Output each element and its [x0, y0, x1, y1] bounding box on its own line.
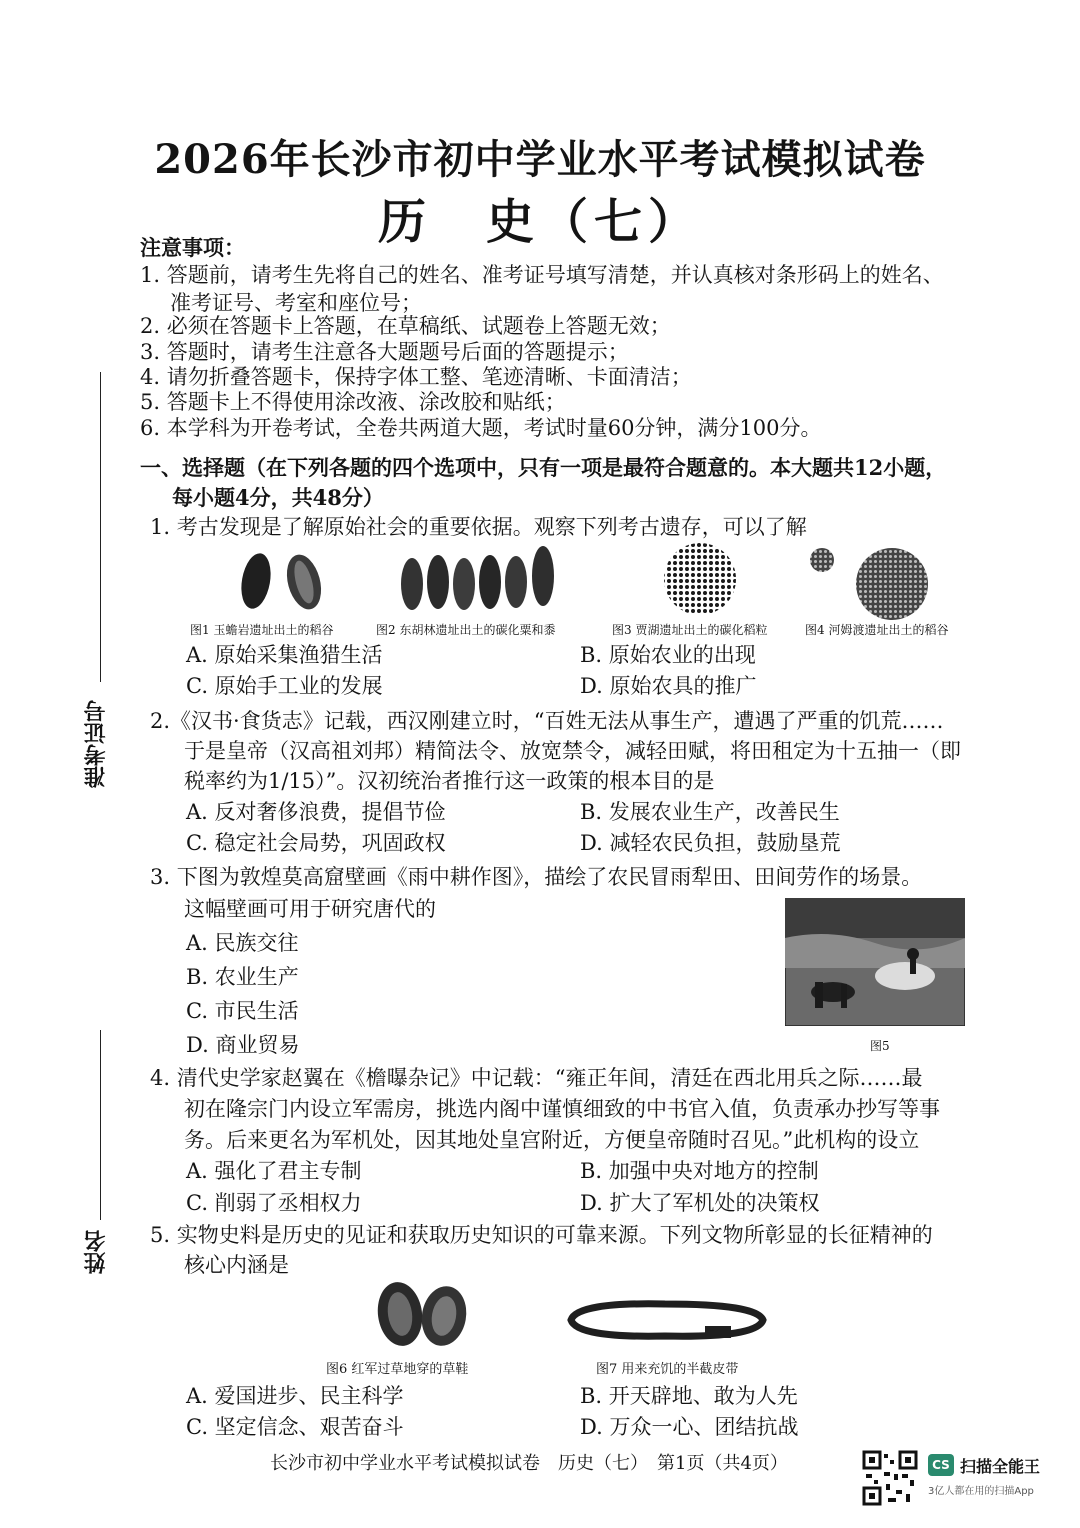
option-a: A. 强化了君主专制 [186, 1159, 362, 1183]
option-d: D. 商业贸易 [186, 1033, 300, 1057]
option-d: D. 减轻农民负担，鼓励垦荒 [580, 831, 841, 855]
page-footer: 长沙市初中学业水平考试模拟试卷 历史（七） 第1页（共4页） [270, 1453, 788, 1474]
question-stem: 初在隆宗门内设立军需房，挑选内阁中谨慎细致的中书官入值，负责承办抄写等事 [184, 1097, 940, 1121]
notice-item: 6. 本学科为开卷考试，全卷共两道大题，考试时量60分钟，满分100分。 [140, 416, 822, 440]
option-d: D. 万众一心、团结抗战 [580, 1415, 799, 1439]
question-stem: 务。后来更名为军机处，因其地处皇宫附近，方便皇帝随时召见。”此机构的设立 [184, 1128, 920, 1152]
scanner-tagline: 3亿人都在用的扫描App [928, 1486, 1034, 1497]
fig1-rice-grains [232, 546, 332, 616]
option-a: A. 原始采集渔猎生活 [186, 643, 383, 667]
question-stem: 于是皇帝（汉高祖刘邦）精简法令、放宽禁令，减轻田赋，将田租定为十五抽一（即 [184, 739, 961, 763]
notice-item: 1. 答题前，请考生先将自己的姓名、准考证号填写清楚，并认真核对条形码上的姓名、 [140, 263, 944, 287]
fig6-straw-sandals [372, 1278, 472, 1350]
section-header: 每小题4分，共48分） [172, 485, 384, 510]
exam-no-line [100, 372, 101, 682]
option-d: D. 扩大了军机处的决策权 [580, 1191, 820, 1215]
question-stem: 核心内涵是 [184, 1253, 289, 1277]
notice-heading: 注意事项： [140, 235, 245, 260]
figure-caption: 图7 用来充饥的半截皮带 [596, 1362, 739, 1377]
question-stem: 4. 清代史学家赵翼在《檐曝杂记》中记载：“雍正年间，清廷在西北用兵之际……最 [150, 1066, 923, 1090]
option-a: A. 反对奢侈浪费，提倡节俭 [186, 800, 446, 824]
figure-caption: 图1 玉蟾岩遗址出土的稻谷 [190, 623, 334, 637]
option-b: B. 加强中央对地方的控制 [580, 1159, 819, 1183]
question-stem: 5. 实物史料是历史的见证和获取历史知识的可靠来源。下列文物所彰显的长征精神的 [150, 1223, 933, 1247]
subject-title: 历 史（七） [377, 194, 702, 250]
notice-item: 准考证号、考室和座位号； [170, 291, 422, 315]
fig3-carbonized-rice [660, 542, 740, 616]
exam-title: 2026年长沙市初中学业水平考试模拟试卷 [154, 136, 926, 183]
option-a: A. 爱国进步、民主科学 [186, 1384, 404, 1408]
question-stem: 3. 下图为敦煌莫高窟壁画《雨中耕作图》，描绘了农民冒雨犁田、田间劳作的场景。 [150, 865, 923, 889]
question-stem: 税率约为1/15）”。汉初统治者推行这一政策的根本目的是 [184, 769, 715, 793]
notice-item: 2. 必须在答题卡上答题，在草稿纸、试题卷上答题无效； [140, 314, 671, 338]
option-b: B. 发展农业生产，改善民生 [580, 800, 840, 824]
figure-caption: 图5 [870, 1039, 890, 1053]
figure-caption: 图2 东胡林遗址出土的碳化粟和黍 [376, 623, 556, 637]
notice-item: 3. 答题时，请考生注意各大题题号后面的答题提示； [140, 340, 629, 364]
option-b: B. 开天辟地、敢为人先 [580, 1384, 798, 1408]
name-label: 姓名 [83, 1230, 109, 1274]
option-a: A. 民族交往 [186, 931, 299, 955]
fig7-leather-belt [565, 1298, 770, 1342]
fig4-rice-heap [808, 544, 958, 620]
notice-item: 4. 请勿折叠答题卡，保持字体工整、笔迹清晰、卡面清洁； [140, 365, 692, 389]
name-line [100, 1100, 101, 1220]
scanner-logo-icon: CS [928, 1454, 954, 1476]
question-stem: 这幅壁画可用于研究唐代的 [184, 897, 436, 921]
fig5-mural-image [785, 898, 965, 1026]
option-b: B. 农业生产 [186, 965, 299, 989]
option-c: C. 市民生活 [186, 999, 299, 1023]
figure-caption: 图3 贾湖遗址出土的碳化稻粒 [612, 623, 768, 637]
option-c: C. 坚定信念、艰苦奋斗 [186, 1415, 404, 1439]
section-header: 一、选择题（在下列各题的四个选项中，只有一项是最符合题意的。本大题共12小题， [140, 455, 947, 480]
exam-no-label: 准考证号 [83, 700, 109, 788]
question-stem: 1. 考古发现是了解原始社会的重要依据。观察下列考古遗存，可以了解 [150, 515, 807, 539]
fig2-millet-grains [398, 546, 558, 616]
figure-caption: 图4 河姆渡遗址出土的稻谷 [805, 623, 949, 637]
question-stem: 2.《汉书·食货志》记载，西汉刚建立时，“百姓无法从事生产，遭遇了严重的饥荒…… [150, 709, 944, 733]
scanner-brand-name: 扫描全能王 [960, 1457, 1041, 1476]
option-c: C. 稳定社会局势，巩固政权 [186, 831, 446, 855]
qr-code-icon [862, 1450, 918, 1506]
option-b: B. 原始农业的出现 [580, 643, 756, 667]
option-d: D. 原始农具的推广 [580, 674, 757, 698]
option-c: C. 原始手工业的发展 [186, 674, 383, 698]
notice-item: 5. 答题卡上不得使用涂改液、涂改胶和贴纸； [140, 390, 566, 414]
option-c: C. 削弱了丞相权力 [186, 1191, 362, 1215]
figure-caption: 图6 红军过草地穿的草鞋 [326, 1362, 469, 1377]
